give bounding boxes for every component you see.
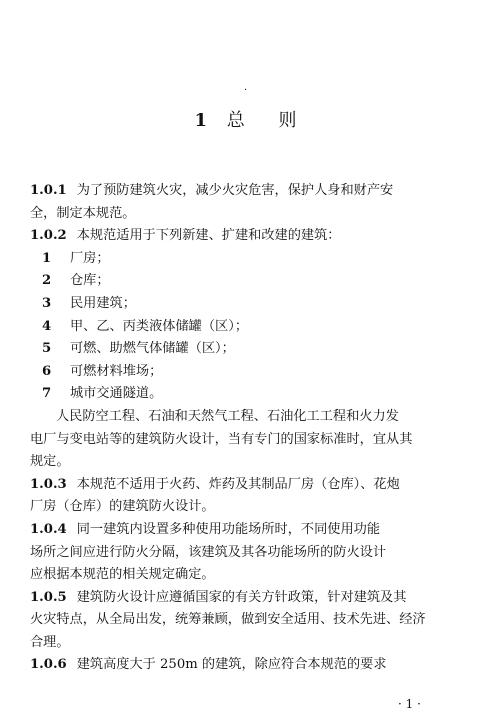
clause-number: 1.0.3 <box>30 476 67 492</box>
list-item-text: 可燃、助燃气体储罐（区）； <box>70 341 235 357</box>
clause-text: 本规范不适用于火药、炸药及其制品厂房（仓库）、花炮 <box>76 476 400 492</box>
clause-number: 1.0.5 <box>30 589 67 605</box>
clause-number: 1.0.1 <box>30 183 67 198</box>
list-item-number: 5 <box>42 341 52 357</box>
list-item-text: 民用建筑； <box>70 295 136 311</box>
list-item-text: 城市交通隧道。 <box>70 386 163 402</box>
clause-1-0-2 <box>30 225 461 248</box>
clause-text: 同一建筑内设置多种使用功能场所时，不同使用功能 <box>76 521 381 537</box>
chapter-title-char-1: 总 <box>226 110 245 131</box>
clause-1-0-4-cont: 应根据本规范的相关规定确定。 <box>30 567 215 583</box>
chapter-number: 1 <box>194 110 208 131</box>
clause-1-0-1 <box>30 180 461 203</box>
list-item <box>30 338 461 361</box>
list-item-text: 甲、乙、丙类液体储罐（区）； <box>70 318 249 334</box>
list-item-number: 6 <box>42 363 52 379</box>
clause-number: 1.0.4 <box>30 521 67 537</box>
page-number: · 1 · <box>398 697 421 711</box>
clause-1-0-4 <box>30 519 461 542</box>
clause-1-0-5-cont: 火灾特点，从全局出发，统筹兼顾，做到安全适用、技术先进、经济 <box>30 612 426 628</box>
chapter-title-char-2: 则 <box>278 110 297 131</box>
clause-1-0-5 <box>30 587 461 610</box>
clause-1-0-6 <box>30 654 461 677</box>
list-item-text: 厂房； <box>70 250 110 266</box>
clause-text: 建筑高度大于 250m 的建筑，除应符合本规范的要求 <box>76 657 387 673</box>
clause-text: 建筑防火设计应遵循国家的有关方针政策，针对建筑及其 <box>76 589 407 605</box>
list-item-number: 2 <box>42 273 52 289</box>
clause-1-0-5-cont: 合理。 <box>30 634 70 650</box>
list-item-text: 可燃材料堆场； <box>70 363 163 379</box>
clause-1-0-3 <box>30 474 461 497</box>
list-item-text: 仓库； <box>70 273 110 289</box>
list-item <box>30 316 461 339</box>
list-item-number: 7 <box>42 386 52 402</box>
clause-number: 1.0.6 <box>30 657 67 673</box>
list-item-number: 3 <box>42 295 52 311</box>
paragraph-line: 人民防空工程、石油和天然气工程、石油化工工程和火力发 <box>56 408 399 424</box>
top-mark: · <box>244 85 248 96</box>
clause-number: 1.0.2 <box>30 228 67 244</box>
list-item-number: 1 <box>42 250 52 266</box>
clause-1-0-1-cont: 全，制定本规范。 <box>30 205 136 221</box>
list-item <box>30 293 461 316</box>
clause-text: 本规范适用于下列新建、扩建和改建的建筑： <box>76 228 341 244</box>
list-item <box>30 270 461 293</box>
clause-text: 为了预防建筑火灾，减少火灾危害，保护人身和财产安 <box>76 183 394 198</box>
list-item-number: 4 <box>42 318 52 334</box>
body-text <box>30 180 461 677</box>
list-item <box>30 383 461 406</box>
list-item <box>30 361 461 384</box>
paragraph-line: 规定。 <box>30 454 70 470</box>
clause-1-0-4-cont: 场所之间应进行防火分隔，该建筑及其各功能场所的防火设计 <box>30 544 387 560</box>
list-item <box>30 248 461 271</box>
paragraph-line: 电厂与变电站等的建筑防火设计，当有专门的国家标准时，宜从其 <box>30 431 413 447</box>
clause-1-0-3-cont: 厂房（仓库）的建筑防火设计。 <box>30 499 215 515</box>
chapter-heading <box>0 108 491 134</box>
